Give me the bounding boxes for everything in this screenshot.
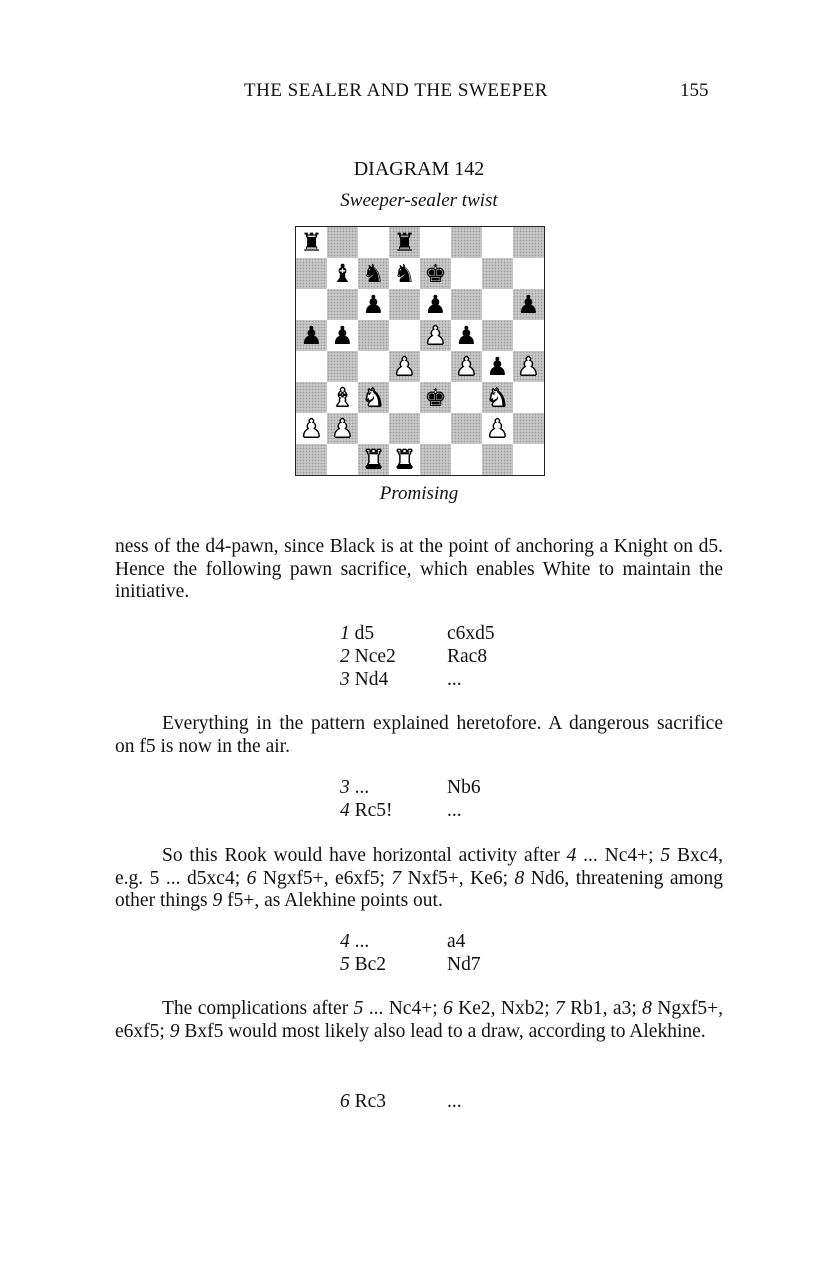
board-square xyxy=(420,382,451,413)
board-square xyxy=(513,413,544,444)
board-square xyxy=(296,289,327,320)
white-knight-icon: ♞ xyxy=(362,383,385,412)
board-square xyxy=(482,258,513,289)
white-move: d5 xyxy=(349,623,375,644)
board-square xyxy=(513,444,544,475)
board-square xyxy=(296,413,327,444)
move-list-1 xyxy=(340,622,495,691)
board-square xyxy=(389,289,420,320)
board-square xyxy=(451,289,482,320)
white-move: ... xyxy=(349,931,370,952)
move-row xyxy=(340,799,481,822)
white-move: Nce2 xyxy=(349,646,396,667)
white-knight-icon: ♞ xyxy=(486,383,509,412)
board-square xyxy=(358,413,389,444)
black-pawn-icon: ♟ xyxy=(517,290,540,319)
black-rook-icon: ♜ xyxy=(300,228,323,257)
black-move: ... xyxy=(447,1091,462,1112)
board-square xyxy=(296,351,327,382)
board-square xyxy=(451,444,482,475)
black-move: ... xyxy=(447,800,462,821)
move-list-4 xyxy=(340,1090,462,1113)
board-square xyxy=(327,444,358,475)
board-square xyxy=(451,320,482,351)
board-square xyxy=(389,258,420,289)
board-square xyxy=(482,320,513,351)
move-row xyxy=(340,953,481,976)
board-square xyxy=(420,351,451,382)
board-square xyxy=(296,258,327,289)
move-number: 6 xyxy=(340,1091,350,1112)
diagram-caption: Promising xyxy=(379,483,459,504)
board-square xyxy=(451,382,482,413)
move-number: 3 xyxy=(340,669,350,690)
black-king-icon: ♚ xyxy=(424,383,447,412)
black-move: Nb6 xyxy=(447,777,481,798)
board-square xyxy=(420,258,451,289)
diagram-subtitle: Sweeper-sealer twist xyxy=(340,190,498,211)
board-square xyxy=(389,444,420,475)
board-square xyxy=(327,413,358,444)
move-row xyxy=(340,645,495,668)
diagram-title: DIAGRAM 142 xyxy=(353,158,485,180)
white-pawn-icon: ♟ xyxy=(486,414,509,443)
board-square xyxy=(513,289,544,320)
board-square xyxy=(296,444,327,475)
move-row xyxy=(340,622,495,645)
black-move: c6xd5 xyxy=(447,623,495,644)
black-move: Nd7 xyxy=(447,954,481,975)
board-square xyxy=(358,382,389,413)
board-square xyxy=(296,320,327,351)
board-square xyxy=(358,444,389,475)
black-pawn-icon: ♟ xyxy=(362,290,385,319)
black-rook-icon: ♜ xyxy=(393,228,416,257)
move-row xyxy=(340,930,481,953)
move-row xyxy=(340,776,481,799)
move-list-3 xyxy=(340,930,481,976)
board-square xyxy=(327,227,358,258)
paragraph-2: Everything in the pattern explained heretofore. A dangerous sacrifice on f5 is now in the air. xyxy=(115,713,723,757)
move-row xyxy=(340,1090,462,1113)
board-square xyxy=(327,258,358,289)
black-move: ... xyxy=(447,669,462,690)
paragraph-3: So this Rook would have horizontal activity after 4 ... Nc4+; 5 Bxc4, e.g. 5 ... d5xc4; 6 Ngxf5+, e6xf5; 7 Nxf5+, Ke6; 8 Nd6, threatening among other things 9 f5+, as Alekhine points out. xyxy=(115,845,723,911)
white-pawn-icon: ♟ xyxy=(393,352,416,381)
chess-board xyxy=(295,226,545,476)
black-move: a4 xyxy=(447,931,466,952)
board-square xyxy=(420,320,451,351)
move-list-2 xyxy=(340,776,481,822)
board-square xyxy=(451,413,482,444)
white-pawn-icon: ♟ xyxy=(517,352,540,381)
black-king-icon: ♚ xyxy=(424,259,447,288)
black-pawn-icon: ♟ xyxy=(331,321,354,350)
board-square xyxy=(420,413,451,444)
board-square xyxy=(482,351,513,382)
black-pawn-icon: ♟ xyxy=(486,352,509,381)
board-square xyxy=(482,289,513,320)
white-pawn-icon: ♟ xyxy=(300,414,323,443)
board-square xyxy=(513,320,544,351)
running-head: THE SEALER AND THE SWEEPER xyxy=(244,80,548,101)
black-move: Rac8 xyxy=(447,646,488,667)
black-knight-icon: ♞ xyxy=(362,259,385,288)
move-number: 4 xyxy=(340,800,350,821)
move-number: 3 xyxy=(340,777,350,798)
board-square xyxy=(451,258,482,289)
black-knight-icon: ♞ xyxy=(393,259,416,288)
board-square xyxy=(482,382,513,413)
black-pawn-icon: ♟ xyxy=(300,321,323,350)
move-number: 4 xyxy=(340,931,350,952)
black-bishop-icon: ♝ xyxy=(331,259,354,288)
board-square xyxy=(482,444,513,475)
board-square xyxy=(420,289,451,320)
board-square xyxy=(327,320,358,351)
board-square xyxy=(296,227,327,258)
board-square xyxy=(389,413,420,444)
board-square xyxy=(513,351,544,382)
white-pawn-icon: ♟ xyxy=(455,352,478,381)
move-number: 2 xyxy=(340,646,350,667)
board-square xyxy=(420,227,451,258)
board-square xyxy=(327,382,358,413)
page-number: 155 xyxy=(680,80,709,101)
board-square xyxy=(389,382,420,413)
white-move: Bc2 xyxy=(349,954,387,975)
board-square xyxy=(513,227,544,258)
white-pawn-icon: ♟ xyxy=(424,321,447,350)
board-square xyxy=(358,258,389,289)
white-move: Rc5! xyxy=(349,800,393,821)
board-square xyxy=(358,320,389,351)
board-square xyxy=(513,258,544,289)
move-row xyxy=(340,668,495,691)
board-square xyxy=(482,227,513,258)
board-square xyxy=(389,227,420,258)
move-number: 5 xyxy=(340,954,350,975)
white-rook-icon: ♜ xyxy=(362,445,385,474)
board-square xyxy=(513,382,544,413)
board-square xyxy=(358,227,389,258)
paragraph-1: ness of the d4-pawn, since Black is at the point of anchoring a Knight on d5. Hence the following pawn sacrifice, which enables White to maintain the initiative. xyxy=(115,536,723,602)
black-pawn-icon: ♟ xyxy=(424,290,447,319)
board-square xyxy=(482,413,513,444)
board-square xyxy=(327,289,358,320)
board-square xyxy=(389,320,420,351)
board-square xyxy=(358,289,389,320)
board-square xyxy=(389,351,420,382)
paragraph-4: The complications after 5 ... Nc4+; 6 Ke2, Nxb2; 7 Rb1, a3; 8 Ngxf5+, e6xf5; 9 Bxf5 would most likely also lead to a draw, according to Alekhine. xyxy=(115,998,723,1042)
move-number: 1 xyxy=(340,623,350,644)
board-square xyxy=(358,351,389,382)
board-square xyxy=(451,227,482,258)
board-square xyxy=(420,444,451,475)
white-move: ... xyxy=(349,777,370,798)
white-pawn-icon: ♟ xyxy=(331,414,354,443)
white-move: Rc3 xyxy=(349,1091,387,1112)
white-bishop-icon: ♝ xyxy=(331,383,354,412)
board-square xyxy=(451,351,482,382)
white-rook-icon: ♜ xyxy=(393,445,416,474)
black-pawn-icon: ♟ xyxy=(455,321,478,350)
board-square xyxy=(327,351,358,382)
white-move: Nd4 xyxy=(349,669,389,690)
board-square xyxy=(296,382,327,413)
